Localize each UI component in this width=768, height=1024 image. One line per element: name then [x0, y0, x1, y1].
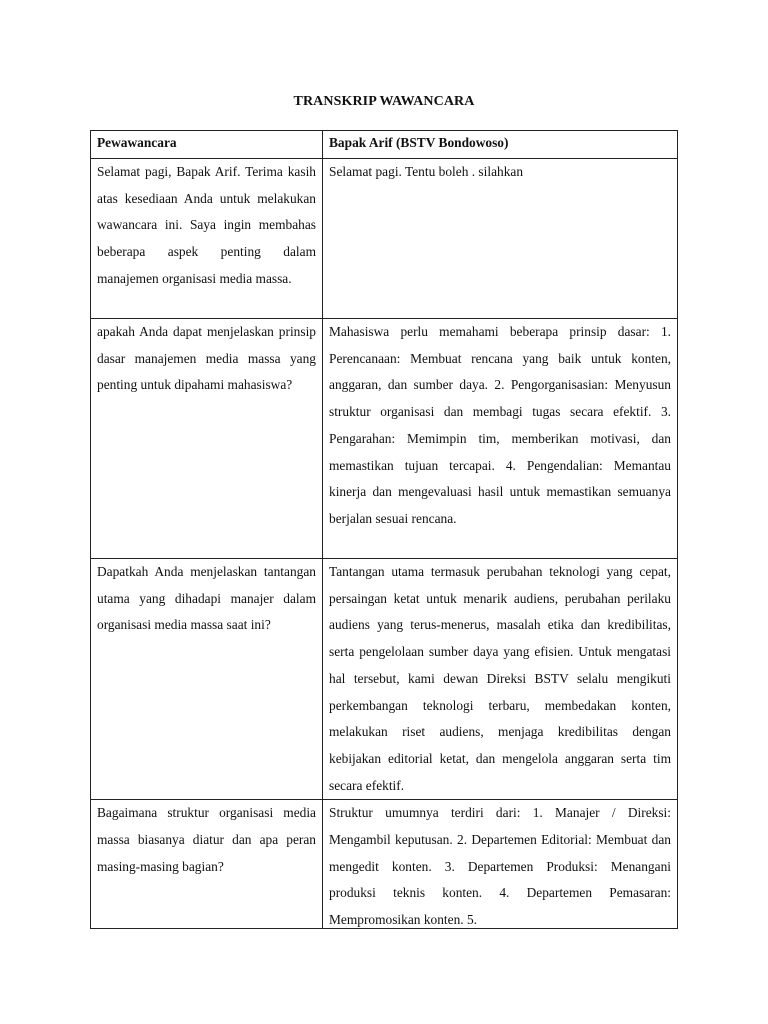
answer-text: Struktur umumnya terdiri dari: 1. Manajer / Direksi: Mengambil keputusan. 2. Departemen Editorial: Membuat dan mengedit konten. 3. Departemen Produksi: Menangani produksi teknis konten. 4. Departemen Pemasaran: Mempromosikan konten. 5.: [329, 805, 671, 928]
answer-cell: [323, 800, 678, 929]
question-cell: Dapatkah Anda menjelaskan tantangan utama yang dihadapi manajer dalam organisasi media massa saat ini?: [91, 559, 323, 800]
question-cell: [91, 800, 323, 929]
table-row: [91, 319, 678, 559]
page-title: TRANSKRIP WAWANCARA: [293, 94, 475, 109]
question-cell: apakah Anda dapat menjelaskan prinsip dasar manajemen media massa yang penting untuk dipahami mahasiswa?: [91, 319, 323, 559]
header-interviewer: Pewawancara: [91, 131, 323, 159]
question-text: Bagaimana struktur organisasi media massa biasanya diatur dan apa peran masing-masing bagian?: [97, 805, 316, 874]
interview-table: [90, 130, 678, 929]
answer-cell: Mahasiswa perlu memahami beberapa prinsip dasar: 1. Perencanaan: Membuat rencana yang baik untuk konten, anggaran, dan sumber daya. 2. Pengorganisasian: Menyusun struktur organisasi dan membagi tugas secara efektif. 3. Pengarahan: Memimpin tim, memberikan motivasi, dan memastikan tujuan tercapai. 4. Pengendalian: Memantau kinerja dan mengevaluasi hasil untuk memastikan semuanya berjalan sesuai rencana.: [323, 319, 678, 559]
table-header-row: [91, 131, 678, 159]
question-cell: Selamat pagi, Bapak Arif. Terima kasih atas kesediaan Anda untuk melakukan wawancara ini. Saya ingin membahas beberapa aspek penting dalam manajemen organisasi media massa.: [91, 159, 323, 319]
table-row: [91, 159, 678, 319]
answer-cell: Tantangan utama termasuk perubahan teknologi yang cepat, persaingan ketat untuk menarik audiens, perubahan perilaku audiens yang terus-menerus, masalah etika dan kredibilitas, serta pengelolaan sumber daya yang efisien. Untuk mengatasi hal tersebut, kami dewan Direksi BSTV selalu mengikuti perkembangan teknologi terbaru, membedakan konten, melakukan riset audiens, menjaga kredibilitas dengan kebijakan editorial ketat, dan mengelola anggaran serta tim secara efektif.: [323, 559, 678, 800]
table-row: [91, 800, 678, 929]
header-interviewee: Bapak Arif (BSTV Bondowoso): [323, 131, 678, 159]
answer-cell: Selamat pagi. Tentu boleh . silahkan: [323, 159, 678, 319]
table-row: [91, 559, 678, 800]
